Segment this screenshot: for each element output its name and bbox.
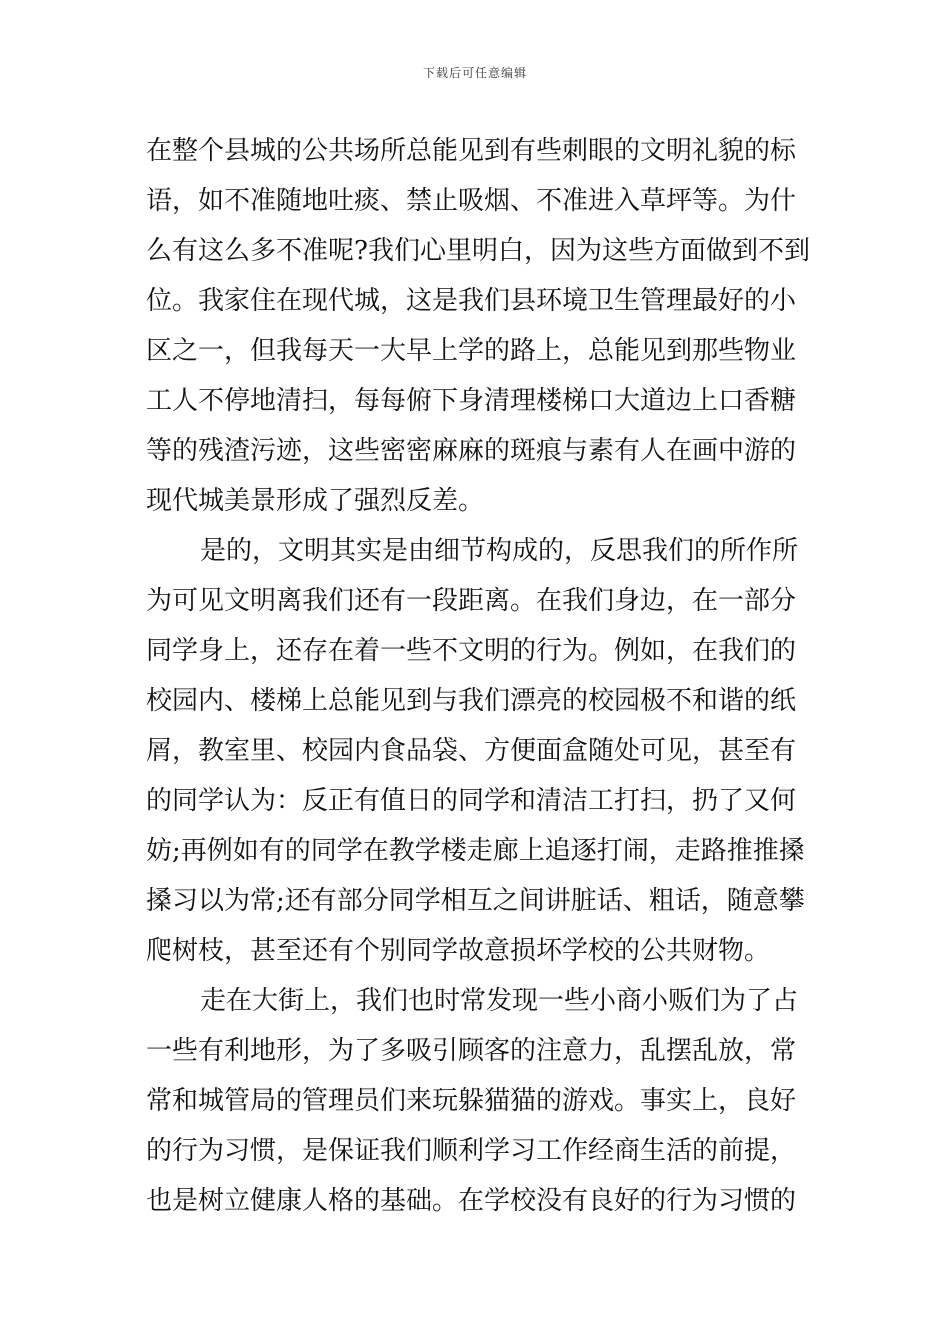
text-line: 等的残渣污迹，这些密密麻麻的斑痕与素有人在画中游的 xyxy=(146,436,797,466)
paragraph-1 xyxy=(146,126,808,526)
text-line: 校园内、楼梯上总能见到与我们漂亮的校园极不和谐的纸 xyxy=(146,686,797,716)
text-line: 现代城美景形成了强烈反差。 xyxy=(146,486,485,516)
paragraph-3 xyxy=(146,976,808,1226)
text-line: 语，如不准随地吐痰、禁止吸烟、不准进入草坪等。为什 xyxy=(146,186,797,216)
text-line: 在整个县城的公共场所总能见到有些刺眼的文明礼貌的标 xyxy=(146,136,797,166)
text-line: 爬树枝，甚至还有个别同学故意损坏学校的公共财物。 xyxy=(146,936,771,966)
text-line: 是的，文明其实是由细节构成的，反思我们的所作所 xyxy=(200,536,799,566)
text-line: 走在大街上，我们也时常发现一些小商小贩们为了占 xyxy=(200,986,799,1016)
text-line: 妨;再例如有的同学在教学楼走廊上追逐打闹，走路推推搡 xyxy=(146,836,805,866)
text-line: 为可见文明离我们还有一段距离。在我们身边，在一部分 xyxy=(146,586,797,616)
text-line: 屑，教室里、校园内食品袋、方便面盒随处可见，甚至有 xyxy=(146,736,797,766)
text-line: 的行为习惯，是保证我们顺利学习工作经商生活的前提， xyxy=(146,1136,797,1166)
text-line: 么有这么多不准呢?我们心里明白，因为这些方面做到不到 xyxy=(146,236,810,266)
document-body xyxy=(146,126,808,1226)
text-line: 也是树立健康人格的基础。在学校没有良好的行为习惯的 xyxy=(146,1186,797,1216)
text-line: 的同学认为：反正有值日的同学和清洁工打扫，扔了又何 xyxy=(146,786,797,816)
text-line: 搡习以为常;还有部分同学相互之间讲脏话、粗话，随意攀 xyxy=(146,886,805,916)
text-line: 位。我家住在现代城，这是我们县环境卫生管理最好的小 xyxy=(146,286,797,316)
paragraph-2 xyxy=(146,526,808,976)
text-line: 常和城管局的管理员们来玩躲猫猫的游戏。事实上，良好 xyxy=(146,1086,797,1116)
text-line: 一些有利地形，为了多吸引顾客的注意力，乱摆乱放，常 xyxy=(146,1036,797,1066)
text-line: 区之一，但我每天一大早上学的路上，总能见到那些物业 xyxy=(146,336,797,366)
page-header: 下载后可任意编辑 xyxy=(422,66,527,80)
text-line: 同学身上，还存在着一些不文明的行为。例如，在我们的 xyxy=(146,636,797,666)
text-line: 工人不停地清扫，每每俯下身清理楼梯口大道边上口香糖 xyxy=(146,386,797,416)
